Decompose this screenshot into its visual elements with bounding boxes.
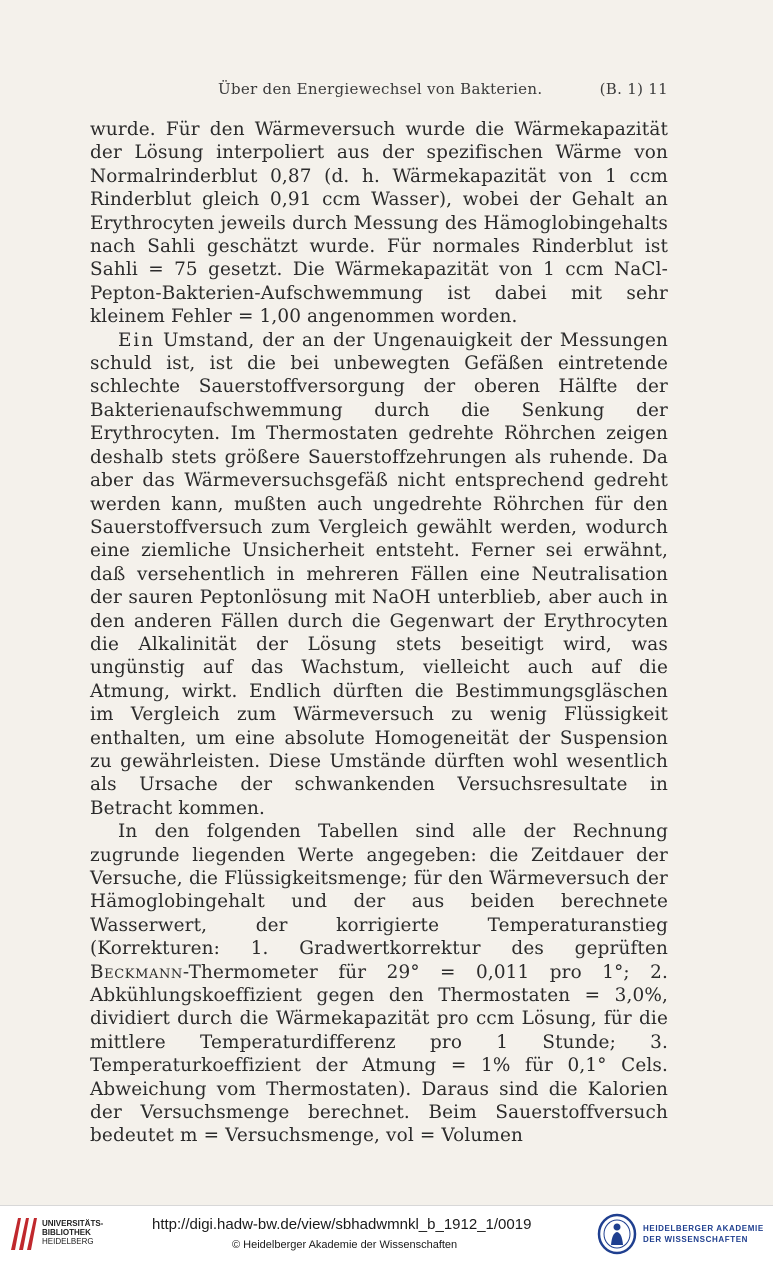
university-library-logo-icon: [8, 1214, 38, 1254]
paragraph-3-part-b: -Thermometer für 29° = 0,011 pro 1°; 2. Abkühlungskoeffizient gegen den Thermostaten = 3,0%, dividiert durch die Wärmekapazität pro ccm Lösung, für die mittlere Temperaturdifferenz pro 1 Stunde; 3. Temperaturkoeffizient der Atmung = 1% für 0,1° Cels. Abweichung vom Thermostaten). Daraus sind die Kalorien der Versuchsmenge berechnet. Beim Sauerstoffversuch bedeutet m = Versuchsmenge, vol = Volumen: [90, 961, 668, 1147]
paragraph-3-part-a: In den folgenden Tabellen sind alle der Rechnung zugrunde liegenden Werte angegeben: die Zeitdauer der Versuche, die Flüssigkeitsmenge; für den Wärmeversuch der Hämoglobingehalt und der aus beiden berechnete Wasserwert, der korrigierte Temperaturanstieg (Korrekturen: 1. Gradwertkorrektur des geprüften: [90, 821, 668, 960]
paragraph-1: wurde. Für den Wärmeversuch wurde die Wärmekapazität der Lösung interpoliert aus der spezifischen Wärme von Normalrinderblut 0,87 (d. h. Wärmekapazität von 1 ccm Rinderblut gleich 0,91 ccm Wasser), wobei der Gehalt an Erythrocyten jeweils durch Messung des Hämoglobingehalts nach Sahli geschätzt wurde. Für normales Rinderblut ist Sahli = 75 gesetzt. Die Wärmekapazität von 1 ccm NaCl-Pepton-Bakterien-Aufschwemmung ist dabei mit sehr kleinem Fehler = 1,00 angenommen worden.: [90, 119, 668, 328]
running-title: Über den Energiewechsel von Bakterien.: [218, 80, 543, 98]
page-reference: (B. 1) 11: [599, 80, 668, 98]
paragraph-2: [90, 329, 668, 821]
paragraph-2-rest: Umstand, der an der Ungenauigkeit der Messungen schuld ist, ist die bei unbewegten Gefäßen eintretende schlechte Sauerstoffversorgung der oberen Hälfte der Bakterienaufschwemmung durch die Senkung der Erythrocyten. Im Thermostaten gedrehte Röhrchen zeigen deshalb stets größere Sauerstoffzehrungen als ruhende. Da aber das Wärmeversuchsgefäß nicht entsprechend gedreht werden kann, mußten auch ungedrehte Röhrchen für den Sauerstoffversuch zum Vergleich gewählt werden, wodurch eine ziemliche Unsicherheit entsteht. Ferner sei erwähnt, daß versehentlich in mehreren Fällen eine Neutralisation der sauren Peptonlösung mit NaOH unterblieb, aber auch in den anderen Fällen durch die Gegenwart der Erythrocyten die Alkalinität der Lösung stets beseitigt wird, was ungünstig auf das Wachstum, vielleicht auch auf die Atmung, wirkt. Endlich dürften die Bestimmungsgläschen im Vergleich zum Wärmeversuch zu wenig Flüssigkeit enthalten, um eine absolute Homogeneität der Suspension zu gewährleisten. Diese Umstände dürften wohl wesentlich als Ursache der schwankenden Versuchsresultate in Betracht kommen.: [90, 329, 668, 819]
body-text: [90, 118, 668, 1148]
permalink-url[interactable]: http://digi.hadw-bw.de/view/sbhadwmnkl_b_1912_1/0019: [152, 1216, 532, 1233]
paragraph-2-lead: Ein: [118, 329, 156, 351]
academy-line-2: DER WISSENSCHAFTEN: [643, 1235, 749, 1244]
uni-line-2: BIBLIOTHEK: [42, 1228, 91, 1237]
copyright-notice: © Heidelberger Akademie der Wissenschaften: [232, 1239, 458, 1251]
beckmann-name: Beckmann: [90, 961, 183, 983]
academy-seal-icon: [597, 1213, 637, 1255]
uni-line-1: UNIVERSITÄTS-: [42, 1219, 104, 1228]
paragraph-3: [90, 820, 668, 1148]
uni-line-3: HEIDELBERG: [42, 1237, 94, 1246]
academy-name: [643, 1223, 764, 1245]
university-library-name: [42, 1219, 103, 1246]
footer-bar: [0, 1205, 773, 1261]
academy-line-1: HEIDELBERGER AKADEMIE: [643, 1224, 764, 1233]
